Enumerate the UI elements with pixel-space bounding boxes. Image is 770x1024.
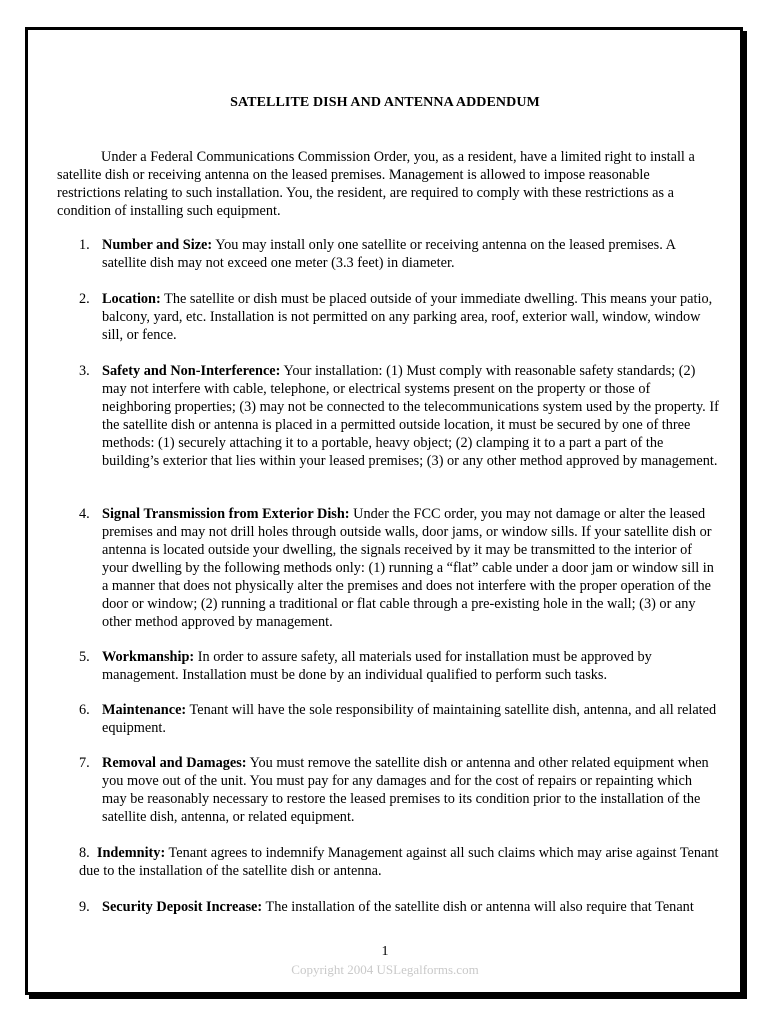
clause-text: You must remove the satellite dish or antenna and other related equipment when you move out of the unit. You must pay for any damages and for the cost of repairs or repainting which may be reasonably necessary to restore the leased premises to its condition prior to the installation of the satellite dish, antenna, or related equipment. <box>102 755 709 825</box>
document-title: SATELLITE DISH AND ANTENNA ADDENDUM <box>230 95 540 110</box>
clause-text: The satellite or dish must be placed outside of your immediate dwelling. This means your patio, balcony, yard, etc. Installation is not permitted on any parking area, roof, exterior wall, window, window sill, or fence. <box>102 291 713 343</box>
clause-heading: Maintenance: <box>102 702 187 718</box>
clause-5 <box>79 648 719 684</box>
page-number: 1 <box>381 944 389 959</box>
clause-1 <box>79 236 719 272</box>
clause-heading: Removal and Damages: <box>102 755 247 771</box>
page-border-shadow-bottom <box>29 995 747 999</box>
clause-heading: Signal Transmission from Exterior Dish: <box>102 506 350 522</box>
clause-8 <box>79 844 719 880</box>
clause-number: 3. <box>79 363 90 379</box>
clause-4 <box>79 505 719 631</box>
clause-text: Under the FCC order, you may not damage or alter the leased premises and may not drill holes through outside walls, door jams, or window sills. If your satellite dish or antenna is located outside your dwelling, the signals received by it may be transmitted to the interior of your dwelling by the following methods only: (1) running a “flat” cable under a door jam or window sill in a manner that does not physically alter the premises and does not interfere with the proper operation of the door or window; (2) running a traditional or flat cable through a pre-existing hole in the wall; (3) or any other method approved by management. <box>102 506 714 630</box>
clause-text: In order to assure safety, all materials used for installation must be approved by management. Installation must be done by an individual qualified to perform such tasks. <box>102 649 652 683</box>
clause-number: 4. <box>79 506 90 522</box>
clause-heading: Workmanship: <box>102 649 195 665</box>
clause-number: 9. <box>79 899 90 915</box>
clause-number: 7. <box>79 755 90 771</box>
clause-6 <box>79 701 719 737</box>
clause-number: 1. <box>79 237 90 253</box>
clause-9 <box>79 898 719 916</box>
clause-number: 5. <box>79 649 90 665</box>
clause-text: You may install only one satellite or receiving antenna on the leased premises. A satellite dish may not exceed one meter (3.3 feet) in diameter. <box>102 237 676 271</box>
intro-paragraph: Under a Federal Communications Commission Order, you, as a resident, have a limited right to install a satellite dish or receiving antenna on the leased premises. Management is allowed to impose reasonable restrictions relating to such installation. You, the resident, are required to comply with these restrictions as a condition of installing such equipment. <box>57 149 695 219</box>
clause-2 <box>79 290 719 344</box>
page-border-shadow-right <box>743 31 747 999</box>
clause-7 <box>79 754 719 826</box>
clause-text: Tenant agrees to indemnify Management against all such claims which may arise against Tenant due to the installation of the satellite dish or antenna. <box>79 845 719 879</box>
copyright-notice: Copyright 2004 USLegalforms.com <box>291 962 479 977</box>
clause-heading: Security Deposit Increase: <box>102 899 263 915</box>
clause-text: Tenant will have the sole responsibility of maintaining satellite dish, antenna, and all related equipment. <box>102 702 717 736</box>
clause-number: 2. <box>79 291 90 307</box>
clause-heading: Safety and Non-Interference: <box>102 363 281 379</box>
clause-heading: Location: <box>102 291 161 307</box>
clause-heading: Number and Size: <box>102 237 213 253</box>
clause-number: 8. <box>79 845 90 861</box>
clause-heading: Indemnity: <box>96 845 166 861</box>
clause-number: 6. <box>79 702 90 718</box>
clause-text: Your installation: (1) Must comply with reasonable safety standards; (2) may not interfere with cable, telephone, or electrical systems present on the property or those of neighboring properties; (3) may not be connected to the telecommunications system used by the property. If the satellite dish or antenna is placed in a permitted outside location, it must be secured by one of three methods: (1) securely attaching it to a portable, heavy object; (2) clamping it to a part a part of the building’s exterior that lies within your leased premises; (3) or any other method approved by management. <box>102 363 719 469</box>
clause-text: The installation of the satellite dish or antenna will also require that Tenant <box>262 899 694 915</box>
clause-3 <box>79 362 719 470</box>
